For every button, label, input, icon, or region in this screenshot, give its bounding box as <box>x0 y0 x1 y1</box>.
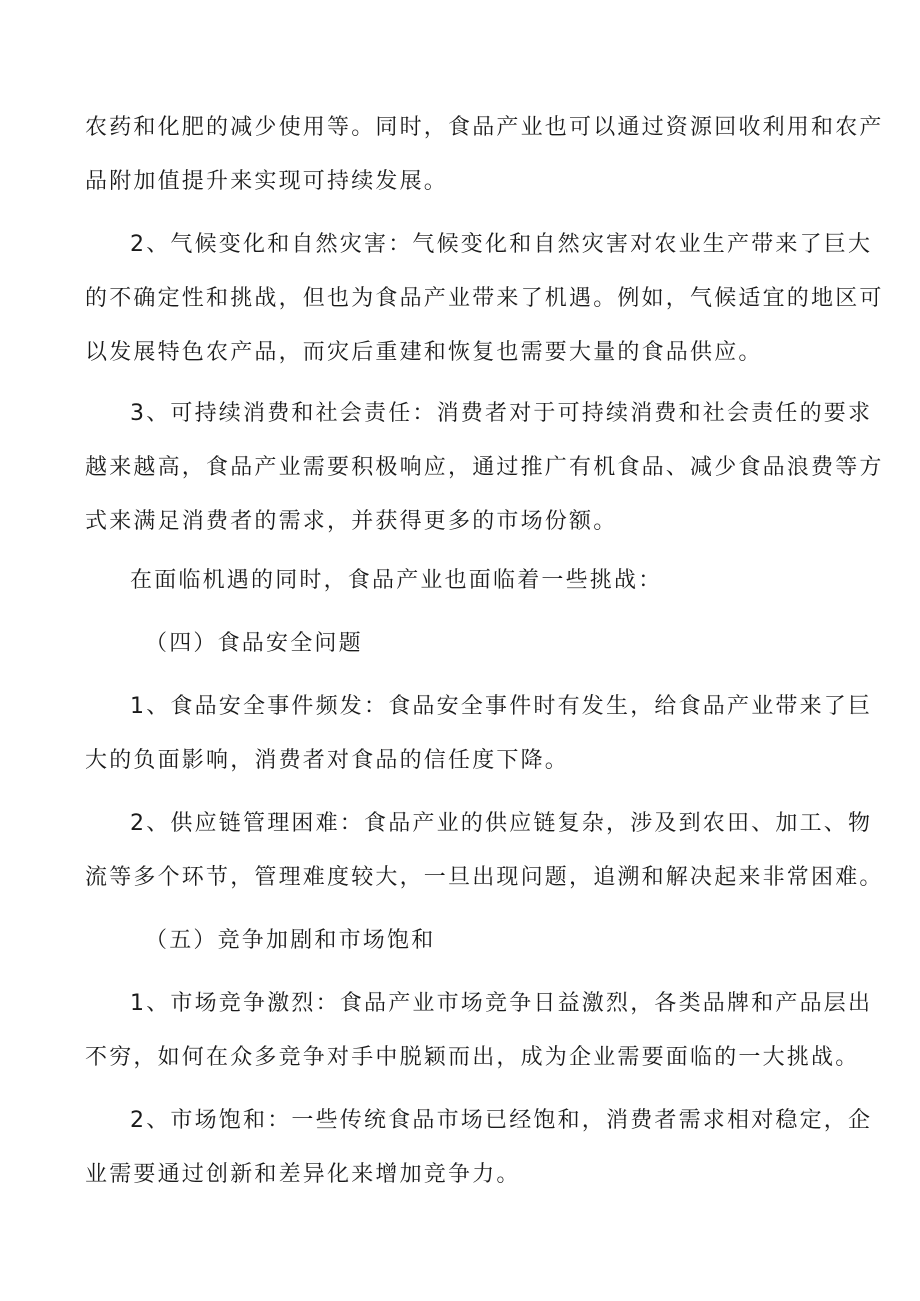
section4-item2-first-line: 2、供应链管理困难：食品产业的供应链复杂，涉及到农田、加工、物 <box>130 811 873 836</box>
text-line: 以发展特色农产品，而灾后重建和恢复也需要大量的食品供应。 <box>85 340 763 365</box>
transition-paragraph: 在面临机遇的同时，食品产业也面临着一些挑战： <box>130 568 663 593</box>
text-line: 业需要通过创新和差异化来增加竞争力。 <box>85 1162 521 1187</box>
section-heading-5: （五）竞争加剧和市场饱和 <box>145 928 436 953</box>
text-line: 品附加值提升来实现可持续发展。 <box>85 169 449 194</box>
text-line: 大的负面影响，消费者对食品的信任度下降。 <box>85 748 570 773</box>
section-heading-4: （四）食品安全问题 <box>145 631 363 656</box>
paragraph-3-first-line: 3、可持续消费和社会责任：消费者对于可持续消费和社会责任的要求 <box>130 401 873 426</box>
text-line: 农药和化肥的减少使用等。同时，食品产业也可以通过资源回收利用和农产 <box>85 115 884 140</box>
text-line: 越来越高，食品产业需要积极响应，通过推广有机食品、减少食品浪费等方 <box>85 455 884 480</box>
text-line: 不穷，如何在众多竞争对手中脱颖而出，成为企业需要面临的一大挑战。 <box>85 1045 860 1070</box>
text-line: 的不确定性和挑战，但也为食品产业带来了机遇。例如，气候适宜的地区可 <box>85 286 884 311</box>
section5-item1-first-line: 1、市场竞争激烈：食品产业市场竞争日益激烈，各类品牌和产品层出 <box>130 991 873 1016</box>
section5-item2-first-line: 2、市场饱和：一些传统食品市场已经饱和，消费者需求相对稳定，企 <box>130 1108 873 1133</box>
text-line: 流等多个环节，管理难度较大，一旦出现问题，追溯和解决起来非常困难。 <box>85 865 884 890</box>
text-line: 式来满足消费者的需求，并获得更多的市场份额。 <box>85 509 618 534</box>
paragraph-2-first-line: 2、气候变化和自然灾害：气候变化和自然灾害对农业生产带来了巨大 <box>130 232 873 257</box>
section4-item1-first-line: 1、食品安全事件频发：食品安全事件时有发生，给食品产业带来了巨 <box>130 694 873 719</box>
